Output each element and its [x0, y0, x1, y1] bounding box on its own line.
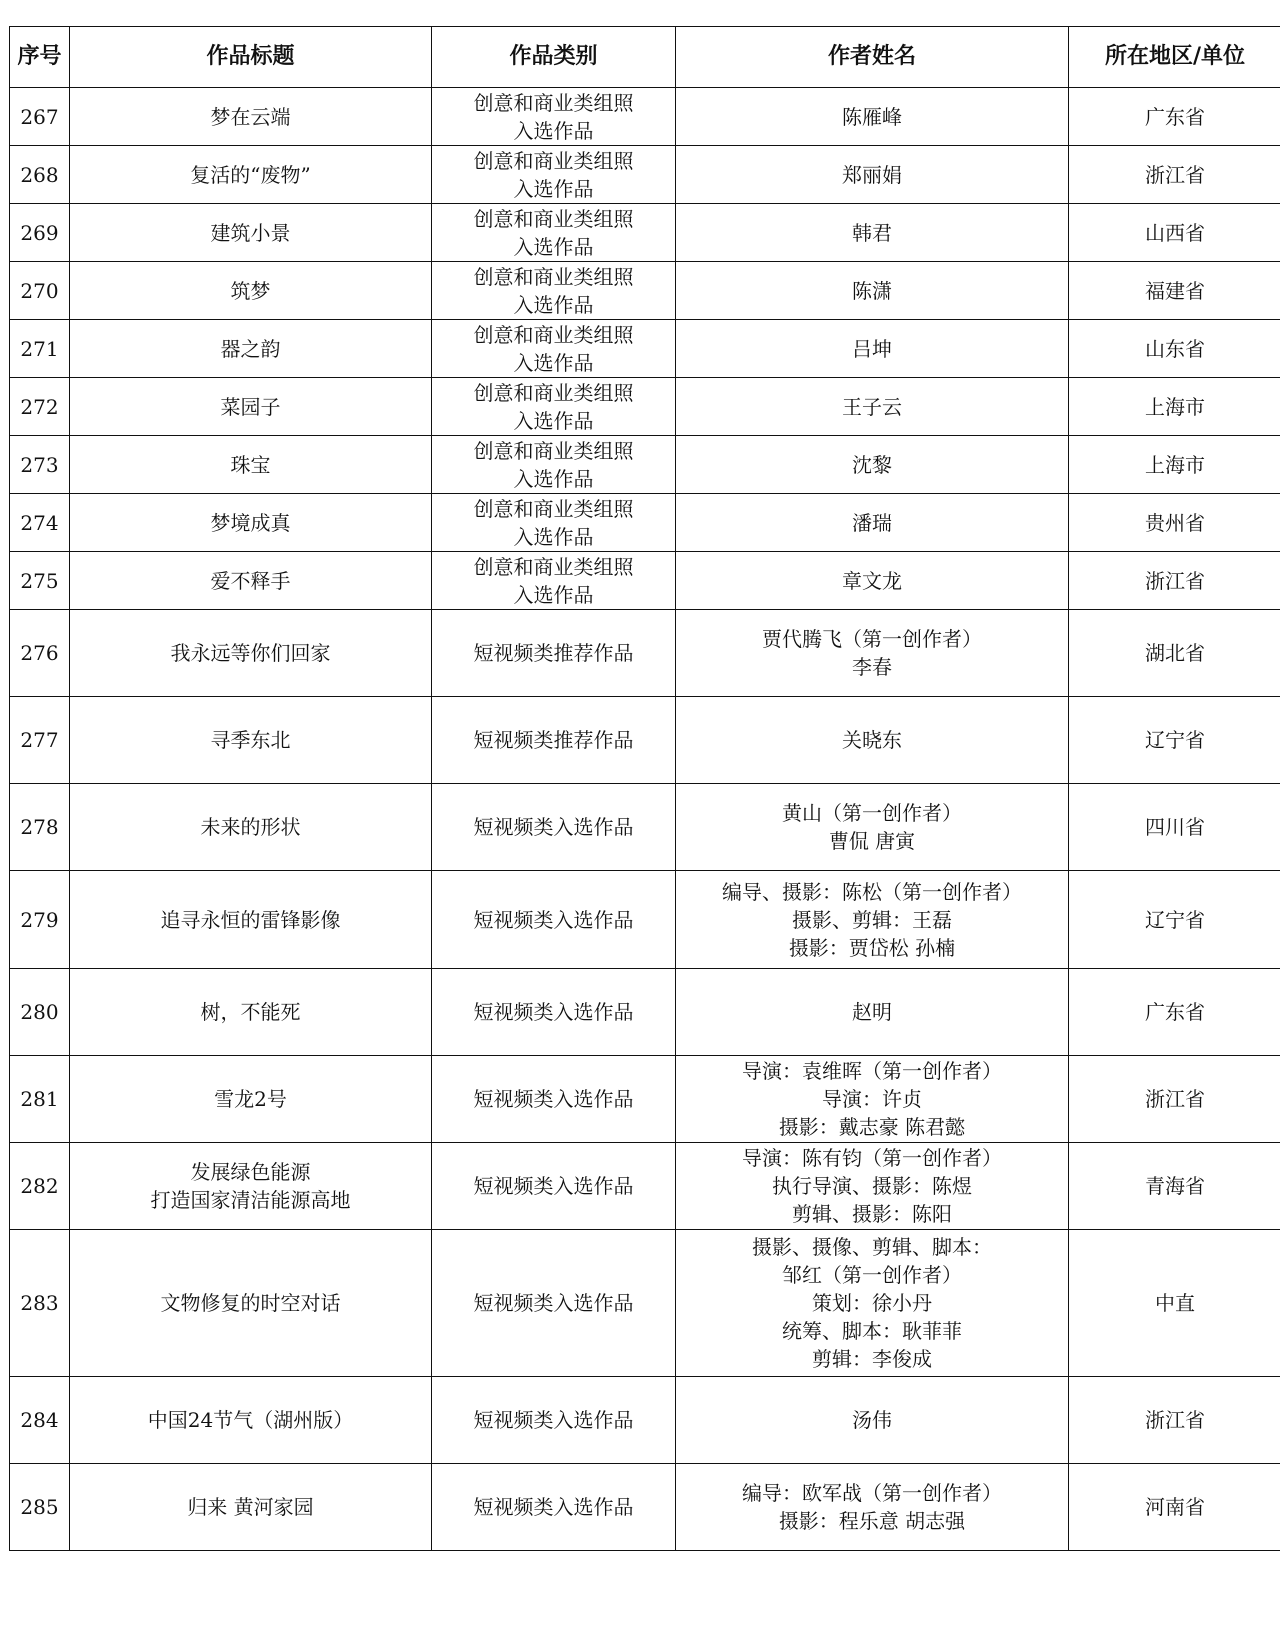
cell-author	[676, 1056, 1069, 1143]
cell-category	[432, 320, 676, 378]
cell-region: 浙江省	[1069, 552, 1280, 610]
cell-author-line: 韩君	[852, 220, 892, 245]
cell-category-line: 入选作品	[513, 292, 594, 317]
header-category: 作品类别	[432, 27, 676, 88]
cell-author-line: 导演：许贞	[822, 1087, 922, 1111]
cell-category	[432, 871, 676, 969]
cell-title-line: 文物修复的时空对话	[160, 1291, 341, 1315]
cell-region: 上海市	[1069, 378, 1280, 436]
cell-category-line: 短视频类入选作品	[473, 815, 634, 839]
cell-title-line: 器之韵	[220, 336, 281, 361]
cell-author-line: 沈黎	[852, 452, 892, 477]
cell-author	[676, 436, 1069, 494]
cell-no: 280	[10, 969, 70, 1056]
cell-category-line: 短视频类推荐作品	[473, 728, 634, 752]
cell-author-line: 关晓东	[842, 728, 902, 752]
cell-no: 285	[10, 1464, 70, 1551]
cell-no: 283	[10, 1230, 70, 1377]
cell-category-line: 创意和商业类组照	[473, 148, 634, 173]
header-author: 作者姓名	[676, 27, 1069, 88]
cell-category-line: 入选作品	[513, 176, 594, 201]
cell-title-line: 复活的“废物”	[190, 162, 311, 187]
cell-category	[432, 146, 676, 204]
cell-region: 浙江省	[1069, 1056, 1280, 1143]
cell-author-line: 章文龙	[842, 568, 902, 593]
cell-category-line: 创意和商业类组照	[473, 380, 634, 405]
cell-title-line: 筑梦	[230, 278, 271, 303]
table-row	[10, 204, 1280, 262]
table-body	[10, 88, 1280, 1551]
cell-title-line: 中国24节气（湖州版）	[147, 1408, 354, 1432]
cell-title	[70, 1056, 432, 1143]
cell-author-line: 策划：徐小丹	[812, 1291, 932, 1315]
table-row	[10, 1056, 1280, 1143]
table-row	[10, 436, 1280, 494]
cell-region: 上海市	[1069, 436, 1280, 494]
cell-category-line: 入选作品	[513, 466, 594, 491]
cell-author	[676, 262, 1069, 320]
table-row	[10, 1230, 1280, 1377]
table-row	[10, 610, 1280, 697]
cell-category	[432, 1056, 676, 1143]
cell-title	[70, 969, 432, 1056]
cell-title-line: 雪龙2号	[214, 1087, 287, 1111]
cell-no: 275	[10, 552, 70, 610]
cell-category	[432, 436, 676, 494]
cell-no: 281	[10, 1056, 70, 1143]
cell-title-line: 梦在云端	[210, 104, 291, 129]
table-row	[10, 494, 1280, 552]
table-row	[10, 1377, 1280, 1464]
cell-author-line: 执行导演、摄影：陈煜	[772, 1174, 972, 1198]
cell-category-line: 入选作品	[513, 350, 594, 375]
cell-region: 青海省	[1069, 1143, 1280, 1230]
cell-author-line: 统筹、脚本：耿菲菲	[782, 1319, 962, 1343]
cell-category-line: 创意和商业类组照	[473, 496, 634, 521]
table-row	[10, 320, 1280, 378]
cell-title	[70, 1143, 432, 1230]
cell-category-line: 入选作品	[513, 234, 594, 259]
cell-category	[432, 784, 676, 871]
cell-category-line: 入选作品	[513, 582, 594, 607]
cell-title-line: 打造国家清洁能源高地	[150, 1188, 351, 1212]
cell-author-line: 编导：欧军战（第一创作者）	[742, 1481, 1002, 1505]
cell-title-line: 梦境成真	[210, 510, 291, 535]
cell-region: 山东省	[1069, 320, 1280, 378]
cell-title	[70, 88, 432, 146]
table-row	[10, 88, 1280, 146]
works-table	[9, 26, 1280, 1551]
cell-region: 广东省	[1069, 88, 1280, 146]
cell-region: 四川省	[1069, 784, 1280, 871]
cell-category-line: 入选作品	[513, 408, 594, 433]
cell-author-line: 邹红（第一创作者）	[782, 1263, 962, 1287]
cell-no: 274	[10, 494, 70, 552]
cell-category	[432, 1143, 676, 1230]
cell-title-line: 归来 黄河家园	[187, 1495, 314, 1519]
cell-title-line: 发展绿色能源	[190, 1160, 311, 1184]
cell-category-line: 入选作品	[513, 524, 594, 549]
cell-title	[70, 262, 432, 320]
cell-title	[70, 697, 432, 784]
cell-no: 272	[10, 378, 70, 436]
cell-category-line: 创意和商业类组照	[473, 90, 634, 115]
header-region: 所在地区/单位	[1069, 27, 1280, 88]
cell-no: 279	[10, 871, 70, 969]
cell-title	[70, 1464, 432, 1551]
cell-title	[70, 784, 432, 871]
table-row	[10, 552, 1280, 610]
cell-region: 山西省	[1069, 204, 1280, 262]
cell-region: 中直	[1069, 1230, 1280, 1377]
table-row	[10, 378, 1280, 436]
header-no: 序号	[10, 27, 70, 88]
table-row	[10, 262, 1280, 320]
cell-title	[70, 1377, 432, 1464]
cell-author-line: 王子云	[842, 394, 902, 419]
cell-region: 湖北省	[1069, 610, 1280, 697]
table-row	[10, 1143, 1280, 1230]
table-row	[10, 871, 1280, 969]
cell-no: 273	[10, 436, 70, 494]
cell-category-line: 入选作品	[513, 118, 594, 143]
cell-category-line: 短视频类入选作品	[473, 1408, 634, 1432]
cell-title	[70, 436, 432, 494]
cell-category-line: 短视频类入选作品	[473, 1174, 634, 1198]
cell-author-line: 陈潇	[852, 278, 892, 303]
cell-region: 贵州省	[1069, 494, 1280, 552]
cell-author-line: 导演：袁维晖（第一创作者）	[742, 1059, 1002, 1083]
cell-no: 282	[10, 1143, 70, 1230]
cell-title	[70, 204, 432, 262]
table-row	[10, 1464, 1280, 1551]
cell-category-line: 创意和商业类组照	[473, 438, 634, 463]
cell-author-line: 陈雁峰	[842, 104, 902, 129]
cell-category	[432, 697, 676, 784]
cell-no: 270	[10, 262, 70, 320]
cell-no: 276	[10, 610, 70, 697]
table-row	[10, 697, 1280, 784]
cell-category-line: 短视频类入选作品	[473, 907, 634, 932]
cell-title	[70, 378, 432, 436]
cell-author	[676, 320, 1069, 378]
cell-category	[432, 378, 676, 436]
cell-title-line: 追寻永恒的雷锋影像	[160, 907, 341, 932]
cell-title	[70, 871, 432, 969]
cell-author	[676, 697, 1069, 784]
cell-title-line: 菜园子	[220, 394, 281, 419]
cell-category-line: 创意和商业类组照	[473, 264, 634, 289]
cell-region: 浙江省	[1069, 1377, 1280, 1464]
cell-region: 河南省	[1069, 1464, 1280, 1551]
cell-category	[432, 262, 676, 320]
cell-category-line: 短视频类入选作品	[473, 1291, 634, 1315]
cell-author-line: 摄影：戴志豪 陈君懿	[778, 1115, 966, 1139]
table-row	[10, 784, 1280, 871]
cell-category	[432, 1230, 676, 1377]
header-row	[10, 27, 1280, 88]
cell-no: 278	[10, 784, 70, 871]
cell-author	[676, 378, 1069, 436]
cell-category-line: 短视频类入选作品	[473, 1495, 634, 1519]
cell-category	[432, 1377, 676, 1464]
cell-author	[676, 1377, 1069, 1464]
cell-author-line: 摄影：贾岱松 孙楠	[788, 935, 956, 960]
cell-category	[432, 969, 676, 1056]
cell-author-line: 摄影、剪辑：王磊	[792, 907, 952, 932]
cell-category	[432, 610, 676, 697]
cell-title	[70, 610, 432, 697]
cell-author-line: 李春	[852, 655, 892, 679]
cell-title-line: 珠宝	[230, 452, 271, 477]
cell-author-line: 汤伟	[852, 1408, 892, 1432]
cell-title	[70, 552, 432, 610]
cell-author	[676, 146, 1069, 204]
cell-author	[676, 784, 1069, 871]
table-row	[10, 969, 1280, 1056]
cell-category-line: 短视频类入选作品	[473, 1087, 634, 1111]
cell-author-line: 编导、摄影：陈松（第一创作者）	[722, 879, 1022, 904]
cell-title	[70, 494, 432, 552]
cell-author-line: 赵明	[852, 1000, 892, 1024]
cell-title	[70, 146, 432, 204]
cell-region: 浙江省	[1069, 146, 1280, 204]
cell-author-line: 剪辑：李俊成	[812, 1347, 932, 1371]
cell-region: 广东省	[1069, 969, 1280, 1056]
cell-no: 269	[10, 204, 70, 262]
cell-author	[676, 1230, 1069, 1377]
cell-title	[70, 320, 432, 378]
cell-category	[432, 552, 676, 610]
cell-author-line: 曹侃 唐寅	[828, 829, 916, 853]
cell-author-line: 黄山（第一创作者）	[782, 801, 962, 825]
cell-author-line: 吕坤	[852, 336, 892, 361]
table-row	[10, 146, 1280, 204]
cell-no: 268	[10, 146, 70, 204]
cell-author	[676, 204, 1069, 262]
cell-author	[676, 494, 1069, 552]
cell-author	[676, 1464, 1069, 1551]
cell-title-line: 未来的形状	[200, 815, 301, 839]
header-title: 作品标题	[70, 27, 432, 88]
cell-title-line: 爱不释手	[210, 568, 291, 593]
cell-category	[432, 204, 676, 262]
cell-region: 福建省	[1069, 262, 1280, 320]
cell-region: 辽宁省	[1069, 697, 1280, 784]
cell-title-line: 树，不能死	[200, 1000, 301, 1024]
cell-no: 267	[10, 88, 70, 146]
cell-title-line: 建筑小景	[210, 220, 291, 245]
cell-no: 271	[10, 320, 70, 378]
cell-category-line: 创意和商业类组照	[473, 554, 634, 579]
cell-author-line: 摄影：程乐意 胡志强	[778, 1509, 966, 1533]
cell-author-line: 导演：陈有钧（第一创作者）	[742, 1146, 1002, 1170]
cell-category	[432, 88, 676, 146]
cell-author-line: 贾代腾飞（第一创作者）	[762, 627, 982, 651]
cell-author-line: 潘瑞	[852, 510, 892, 535]
cell-author-line: 剪辑、摄影：陈阳	[792, 1202, 952, 1226]
cell-author	[676, 871, 1069, 969]
cell-author-line: 摄影、摄像、剪辑、脚本：	[752, 1235, 992, 1259]
cell-title-line: 寻季东北	[210, 728, 291, 752]
cell-author	[676, 88, 1069, 146]
cell-author-line: 郑丽娟	[842, 162, 902, 187]
cell-category-line: 短视频类推荐作品	[473, 641, 634, 665]
cell-no: 284	[10, 1377, 70, 1464]
cell-author	[676, 610, 1069, 697]
cell-title	[70, 1230, 432, 1377]
cell-category-line: 创意和商业类组照	[473, 322, 634, 347]
cell-category	[432, 1464, 676, 1551]
cell-author	[676, 1143, 1069, 1230]
cell-no: 277	[10, 697, 70, 784]
cell-category-line: 创意和商业类组照	[473, 206, 634, 231]
cell-author	[676, 969, 1069, 1056]
cell-author	[676, 552, 1069, 610]
cell-category-line: 短视频类入选作品	[473, 1000, 634, 1024]
cell-region: 辽宁省	[1069, 871, 1280, 969]
cell-category	[432, 494, 676, 552]
cell-title-line: 我永远等你们回家	[170, 641, 331, 665]
